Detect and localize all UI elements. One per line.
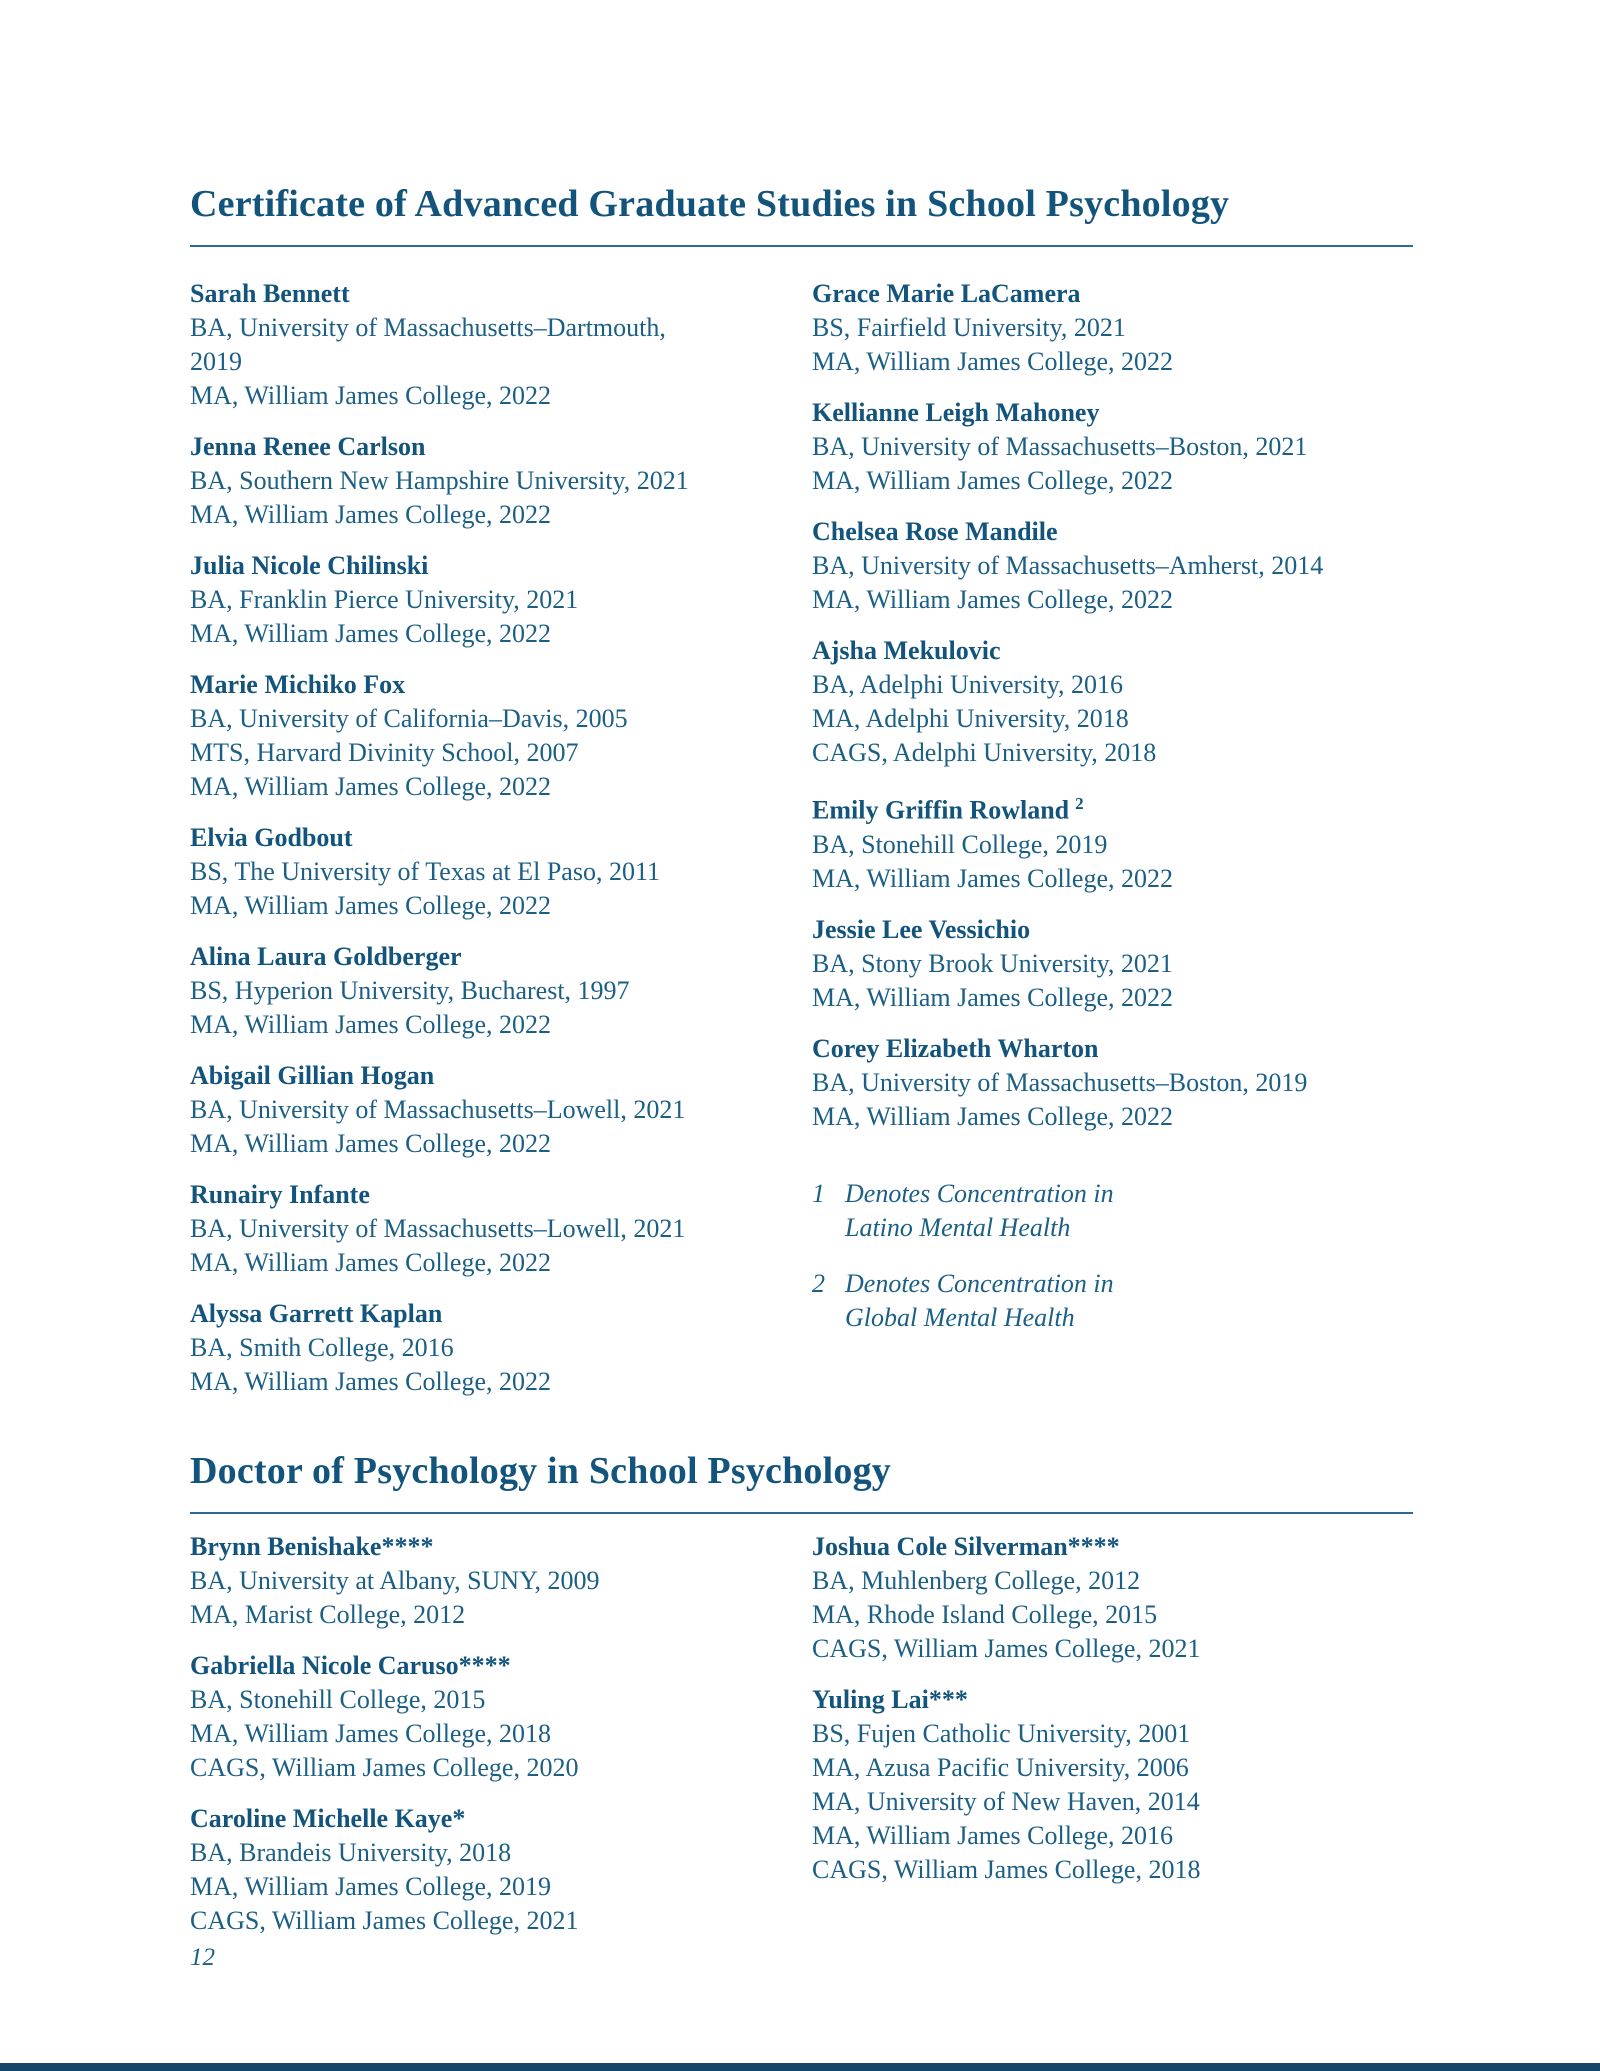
credential-line: MA, William James College, 2022 xyxy=(190,1367,551,1396)
graduate-name: Ajsha Mekulovic xyxy=(812,636,1001,665)
credential-line: 2019 xyxy=(190,347,242,376)
credential-line: BA, Muhlenberg College, 2012 xyxy=(812,1566,1141,1595)
credential-line: MA, William James College, 2022 xyxy=(190,772,551,801)
bottom-bar xyxy=(0,2063,1600,2071)
section-divider xyxy=(190,245,1413,247)
credential-line: MA, University of New Haven, 2014 xyxy=(812,1787,1200,1816)
graduate-entry xyxy=(190,1178,812,1280)
graduate-name: Alina Laura Goldberger xyxy=(190,942,462,971)
credential-line: MA, William James College, 2016 xyxy=(812,1821,1173,1850)
footnotes xyxy=(812,1177,1413,1335)
footnote-line: Latino Mental Health xyxy=(845,1212,1071,1242)
graduate-name: Runairy Infante xyxy=(190,1180,370,1209)
footnote-marker: 1 xyxy=(812,1178,825,1208)
graduate-name: Yuling Lai*** xyxy=(812,1685,968,1714)
graduate-entry xyxy=(190,940,812,1042)
credential-line: MA, Marist College, 2012 xyxy=(190,1600,466,1629)
credential-line: MA, William James College, 2022 xyxy=(812,347,1173,376)
credential-line: MA, William James College, 2022 xyxy=(812,1101,1173,1131)
credential-line: MA, William James College, 2022 xyxy=(190,619,551,648)
graduate-name: Caroline Michelle Kaye* xyxy=(190,1804,466,1833)
graduate-entry xyxy=(190,821,812,923)
graduate-name: Joshua Cole Silverman**** xyxy=(812,1532,1120,1561)
graduate-entry xyxy=(812,515,1413,617)
footnote-line: Denotes Concentration in xyxy=(845,1268,1114,1298)
credential-line: MA, William James College, 2022 xyxy=(812,982,1173,1012)
graduate-name: Elvia Godbout xyxy=(190,823,353,852)
graduate-columns xyxy=(190,277,1413,1416)
credential-line: MA, William James College, 2018 xyxy=(190,1719,551,1748)
graduates-column-left xyxy=(190,1530,812,1955)
credential-line: MA, Azusa Pacific University, 2006 xyxy=(812,1753,1189,1782)
graduate-entry xyxy=(190,1059,812,1161)
credential-line: MA, William James College, 2019 xyxy=(190,1872,551,1901)
credential-line: BA, University of Massachusetts–Boston, 2019 xyxy=(812,1067,1308,1097)
credential-line: BA, Stonehill College, 2019 xyxy=(812,829,1108,859)
credential-line: MA, William James College, 2022 xyxy=(190,381,551,410)
credential-line: BA, University of California–Davis, 2005 xyxy=(190,704,628,733)
graduate-entry xyxy=(812,787,1413,896)
section-divider xyxy=(190,1512,1413,1514)
graduate-name: Corey Elizabeth Wharton xyxy=(812,1033,1099,1063)
credential-line: BA, Smith College, 2016 xyxy=(190,1333,454,1362)
footnote-marker: 2 xyxy=(812,1268,825,1298)
graduate-entry xyxy=(812,1032,1413,1134)
credential-line: MA, William James College, 2022 xyxy=(190,1129,551,1158)
footnote-text xyxy=(845,1177,1114,1245)
credential-line: CAGS, William James College, 2021 xyxy=(812,1634,1201,1663)
section-psyd xyxy=(190,1450,1413,1955)
graduate-entries xyxy=(812,277,1413,1134)
credential-line: BA, Adelphi University, 2016 xyxy=(812,670,1124,699)
graduate-entry xyxy=(190,277,812,413)
graduate-entry xyxy=(190,668,812,804)
graduate-name: Jenna Renee Carlson xyxy=(190,432,426,461)
graduate-name: Kellianne Leigh Mahoney xyxy=(812,398,1100,427)
graduate-columns xyxy=(190,1530,1413,1955)
graduate-name: Alyssa Garrett Kaplan xyxy=(190,1299,443,1328)
graduate-entries xyxy=(190,277,812,1399)
credential-line: MA, William James College, 2022 xyxy=(812,466,1173,495)
credential-line: MA, William James College, 2022 xyxy=(190,891,551,920)
credential-line: MA, William James College, 2022 xyxy=(190,1010,551,1039)
credential-line: MA, Adelphi University, 2018 xyxy=(812,704,1129,733)
graduate-entry xyxy=(190,549,812,651)
graduate-entry xyxy=(190,1297,812,1399)
credential-line: BS, Fujen Catholic University, 2001 xyxy=(812,1719,1191,1748)
footnote-line: Global Mental Health xyxy=(845,1302,1075,1332)
footnote-global-mental-health xyxy=(812,1267,1413,1335)
graduates-column-right xyxy=(812,1530,1413,1904)
graduate-name: Julia Nicole Chilinski xyxy=(190,551,429,580)
credential-line: BS, Hyperion University, Bucharest, 1997 xyxy=(190,976,630,1005)
graduate-entry xyxy=(190,1530,812,1632)
graduate-name: Chelsea Rose Mandile xyxy=(812,517,1058,546)
graduate-name: Brynn Benishake**** xyxy=(190,1532,434,1561)
graduate-entry xyxy=(812,277,1413,379)
credential-line: BA, University of Massachusetts–Dartmouth, xyxy=(190,313,666,342)
graduate-name: Abigail Gillian Hogan xyxy=(190,1061,435,1090)
section-cags xyxy=(190,183,1413,1416)
graduate-entry xyxy=(190,1649,812,1785)
page-number: 12 xyxy=(190,1944,215,1971)
footnote-ref: 2 xyxy=(1075,794,1084,813)
graduate-entry xyxy=(812,634,1413,770)
graduate-name: Grace Marie LaCamera xyxy=(812,279,1081,308)
credential-line: CAGS, William James College, 2020 xyxy=(190,1753,579,1782)
footnote-line: Denotes Concentration in xyxy=(845,1178,1114,1208)
credential-line: BA, Stonehill College, 2015 xyxy=(190,1685,486,1714)
graduate-name: Sarah Bennett xyxy=(190,279,350,308)
footnote-latino-mental-health xyxy=(812,1177,1413,1245)
graduate-entry xyxy=(812,1683,1413,1887)
credential-line: MA, William James College, 2022 xyxy=(190,500,551,529)
graduate-entry xyxy=(812,1530,1413,1666)
credential-line: BA, University of Massachusetts–Lowell, 2021 xyxy=(190,1095,686,1124)
graduate-name: Emily Griffin Rowland $^2$ xyxy=(812,794,1084,825)
graduates-column-right xyxy=(812,277,1413,1357)
credential-line: BS, Fairfield University, 2021 xyxy=(812,313,1126,342)
credential-line: BA, Stony Brook University, 2021 xyxy=(812,948,1173,978)
credential-line: MA, William James College, 2022 xyxy=(812,863,1173,893)
page-content xyxy=(190,183,1413,1955)
graduate-name: Marie Michiko Fox xyxy=(190,670,406,699)
credential-line: BA, Franklin Pierce University, 2021 xyxy=(190,585,579,614)
section-title-cags: Certificate of Advanced Graduate Studies in School Psychology xyxy=(190,183,1230,225)
credential-line: MA, William James College, 2022 xyxy=(812,585,1173,614)
credential-line: MTS, Harvard Divinity School, 2007 xyxy=(190,738,579,767)
credential-line: BA, Brandeis University, 2018 xyxy=(190,1838,512,1867)
graduates-column-left xyxy=(190,277,812,1416)
graduate-entries xyxy=(190,1530,812,1938)
credential-line: BA, University at Albany, SUNY, 2009 xyxy=(190,1566,600,1595)
footnote-text xyxy=(845,1267,1114,1335)
credential-line: MA, Rhode Island College, 2015 xyxy=(812,1600,1158,1629)
credential-line: CAGS, William James College, 2021 xyxy=(190,1906,579,1935)
credential-line: BA, University of Massachusetts–Boston, 2021 xyxy=(812,432,1308,461)
credential-line: BA, University of Massachusetts–Amherst, 2014 xyxy=(812,551,1324,580)
section-title-psyd: Doctor of Psychology in School Psychology xyxy=(190,1450,891,1492)
credential-line: CAGS, William James College, 2018 xyxy=(812,1855,1201,1884)
graduate-name: Jessie Lee Vessichio xyxy=(812,914,1031,944)
credential-line: BS, The University of Texas at El Paso, 2011 xyxy=(190,857,660,886)
graduate-entry xyxy=(190,430,812,532)
credential-line: MA, William James College, 2022 xyxy=(190,1248,551,1277)
graduate-entries xyxy=(812,1530,1413,1887)
graduate-entry xyxy=(812,913,1413,1015)
graduate-entry xyxy=(190,1802,812,1938)
credential-line: CAGS, Adelphi University, 2018 xyxy=(812,738,1157,767)
credential-line: BA, University of Massachusetts–Lowell, 2021 xyxy=(190,1214,686,1243)
graduate-name: Gabriella Nicole Caruso**** xyxy=(190,1651,511,1680)
graduate-entry xyxy=(812,396,1413,498)
credential-line: BA, Southern New Hampshire University, 2021 xyxy=(190,466,689,495)
